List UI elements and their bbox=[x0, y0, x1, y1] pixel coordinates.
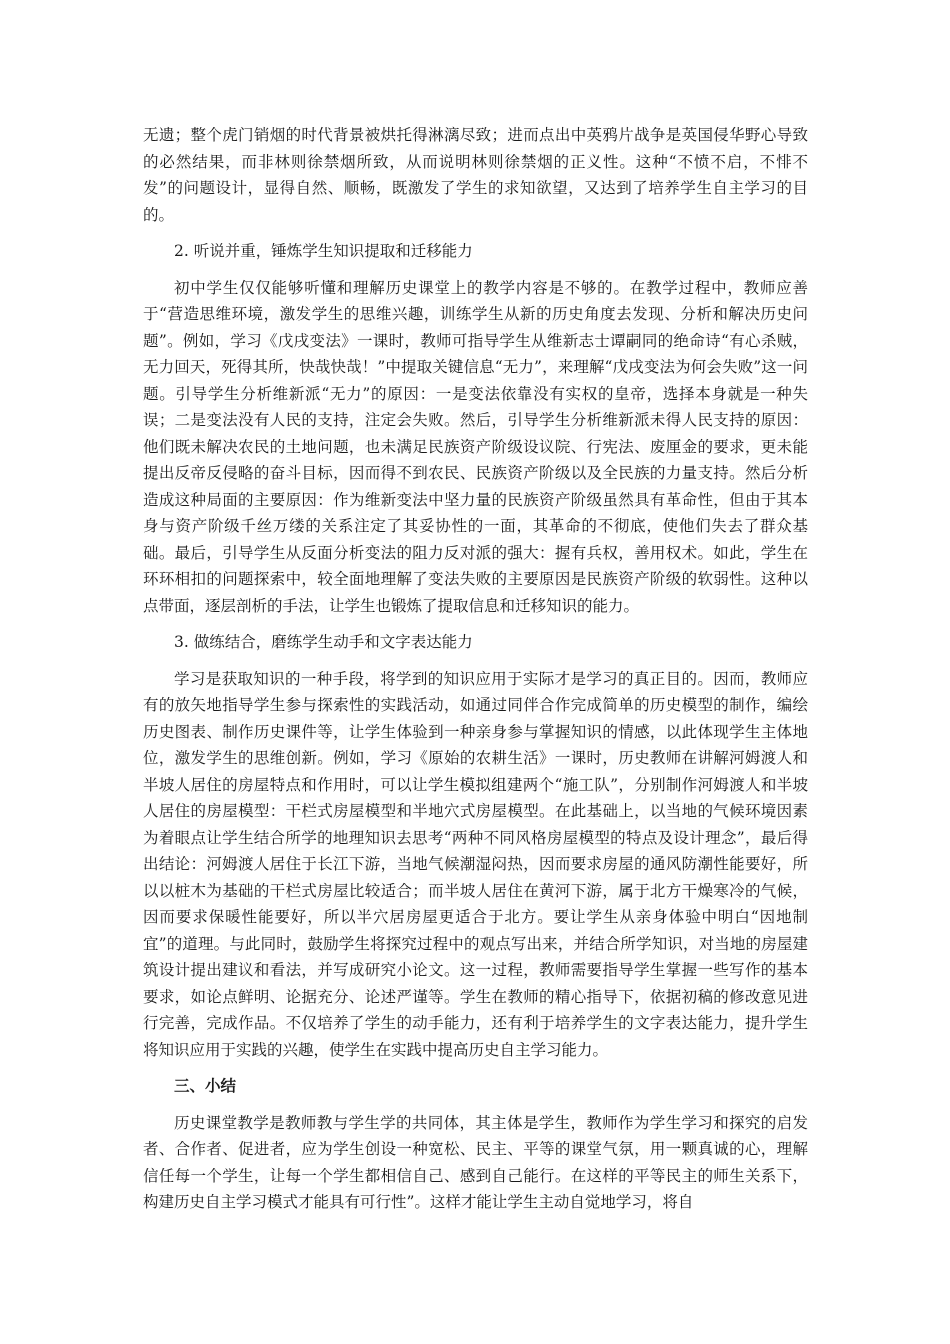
document-body bbox=[143, 122, 808, 1226]
section-heading-summary: 三、小结 bbox=[174, 1076, 237, 1095]
paragraph-practice: 学习是获取知识的一种手段，将学到的知识应用于实际才是学习的真正目的。因而，教师应有的放矢地指导学生参与探索性的实践活动，如通过同伴合作完成简单的历史模型的制作，编绘历史图表、制作历史课件等，让学生体验到一种亲身参与掌握知识的情感，以此体现学生主体地位，激发学生的思维创新。例如，学习《原始的农耕生活》一课时，历史教师在讲解河姆渡人和半坡人居住的房屋特点和作用时，可以让学生模拟组建两个“施工队”，分别制作河姆渡人和半坡人居住的房屋模型：干栏式房屋模型和半地穴式房屋模型。在此基础上，以当地的气候环境因素为着眼点让学生结合所学的地理知识去思考“两种不同风格房屋模型的特点及设计理念”，最后得出结论：河姆渡人居住于长江下游，当地气候潮湿闷热，因而要求房屋的通风防潮性能要好，所以以桩木为基础的干栏式房屋比较适合；而半坡人居住在黄河下游，属于北方干燥寒冷的气候，因而要求保暖性能要好，所以半穴居房屋更适合于北方。要让学生从亲身体验中明白“因地制宜”的道理。与此同时，鼓励学生将探究过程中的观点写出来，并结合所学知识，对当地的房屋建筑设计提出建议和看法，并写成研究小论文。这一过程，教师需要指导学生掌握一些写作的基本要求，如论点鲜明、论据充分、论述严谨等。学生在教师的精心指导下，依据初稿的修改意见进行完善，完成作品。不仅培养了学生的动手能力，还有利于培养学生的文字表达能力，提升学生将知识应用于实践的兴趣，使学生在实践中提高历史自主学习能力。 bbox=[143, 669, 808, 1059]
paragraph-summary: 历史课堂教学是教师教与学生学的共同体，其主体是学生，教师作为学生学习和探究的启发者、合作者、促进者，应为学生创设一种宽松、民主、平等的课堂气氛，用一颗真诚的心，理解信任每一个学生，让每一个学生都相信自己、感到自己能行。在这样的平等民主的师生关系下，构建历史自主学习模式才能具有可行性”。这样才能让学生主动自觉地学习，将自 bbox=[143, 1113, 808, 1211]
subheading-practice: 3. 做练结合，磨练学生动手和文字表达能力 bbox=[174, 633, 473, 651]
paragraph-intro-continuation: 无遗；整个虎门销烟的时代背景被烘托得淋漓尽致；进而点出中英鸦片战争是英国侵华野心导致的必然结果，而非林则徐禁烟所致，从而说明林则徐禁烟的正义性。这种“不愤不启，不悱不发”的问题设计，显得自然、顺畅，既激发了学生的求知欲望，又达到了培养学生自主学习的目的。 bbox=[143, 126, 808, 224]
subheading-listening-speaking: 2. 听说并重，锤炼学生知识提取和迁移能力 bbox=[174, 242, 473, 260]
paragraph-listening-speaking: 初中学生仅仅能够听懂和理解历史课堂上的教学内容是不够的。在教学过程中，教师应善于“营造思维环境，激发学生的思维兴趣，训练学生从新的历史角度去发现、分析和解决历史问题”。例如，学习《戊戌变法》一课时，教师可指导学生从维新志士谭嗣同的绝命诗“有心杀贼，无力回天，死得其所，快哉快哉！”中提取关键信息“无力”，来理解“戊戌变法为何会失败”这一问题。引导学生分析维新派“无力”的原因：一是变法依靠没有实权的皇帝，选择本身就是一种失误；二是变法没有人民的支持，注定会失败。然后，引导学生分析维新派未得人民支持的原因：他们既未解决农民的土地问题，也未满足民族资产阶级设议院、行宪法、废厘金的要求，更未能提出反帝反侵略的奋斗目标，因而得不到农民、民族资产阶级以及全民族的力量支持。然后分析造成这种局面的主要原因：作为维新变法中坚力量的民族资产阶级虽然具有革命性，但由于其本身与资产阶级千丝万缕的关系注定了其妥协性的一面，其革命的不彻底，使他们失去了群众基础。最后，引导学生从反面分析变法的阻力反对派的强大：握有兵权，善用权术。如此，学生在环环相扣的问题探索中，较全面地理解了变法失败的主要原因是民族资产阶级的软弱性。这种以点带面，逐层剖析的手法，让学生也锻炼了提取信息和迁移知识的能力。 bbox=[143, 278, 808, 615]
